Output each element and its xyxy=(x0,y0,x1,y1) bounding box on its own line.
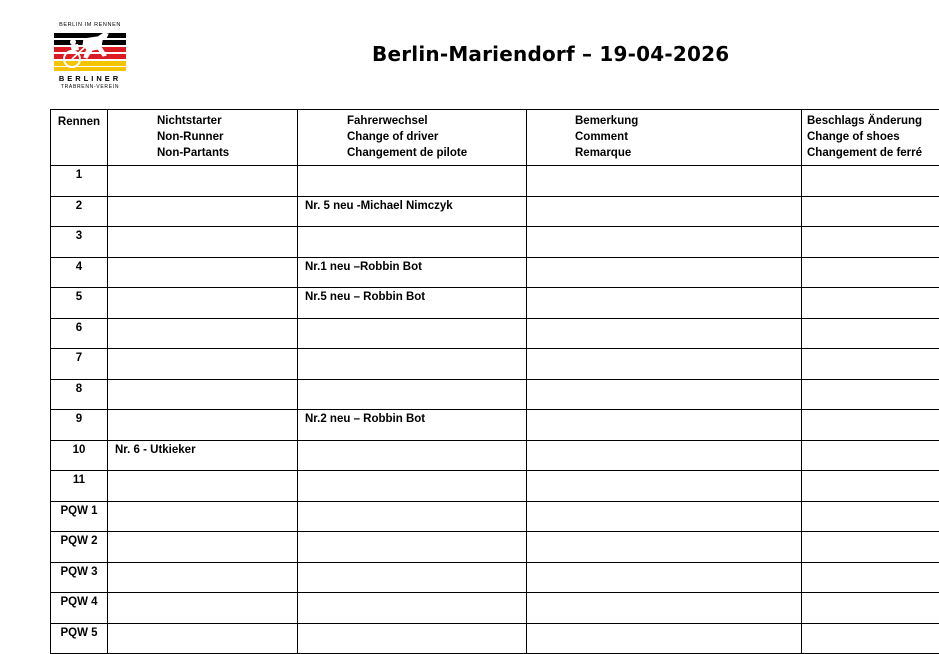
page-title: Berlin-Mariendorf – 19-04-2026 xyxy=(372,42,729,66)
shoe-change-cell xyxy=(802,349,939,380)
driver-change-cell xyxy=(298,166,527,197)
table-row xyxy=(51,318,939,349)
table-row xyxy=(51,257,939,288)
table-row xyxy=(51,532,939,563)
table-row xyxy=(51,410,939,441)
nonstarter-cell xyxy=(108,257,298,288)
shoe-change-cell xyxy=(802,440,939,471)
shoe-change-cell xyxy=(802,318,939,349)
header-comment: Bemerkung Comment Remarque xyxy=(527,110,802,166)
nonstarter-cell xyxy=(108,349,298,380)
nonstarter-cell xyxy=(108,379,298,410)
race-number: 8 xyxy=(51,379,108,410)
changes-table xyxy=(50,109,939,654)
comment-cell xyxy=(527,349,802,380)
shoe-change-cell xyxy=(802,410,939,441)
table-row xyxy=(51,623,939,654)
driver-change-cell xyxy=(298,440,527,471)
shoe-change-cell xyxy=(802,501,939,532)
logo-subtitle: TRABRENN-VEREIN xyxy=(54,84,126,90)
trabrenn-verein-logo xyxy=(54,22,126,96)
comment-cell xyxy=(527,227,802,258)
race-number: PQW 1 xyxy=(51,501,108,532)
comment-cell xyxy=(527,471,802,502)
logo-top-text: BERLIN IM RENNEN xyxy=(54,22,126,28)
table-row xyxy=(51,227,939,258)
nonstarter-cell xyxy=(108,196,298,227)
nonstarter-cell xyxy=(108,501,298,532)
shoe-change-cell xyxy=(802,288,939,319)
driver-change-cell xyxy=(298,471,527,502)
table-row xyxy=(51,288,939,319)
nonstarter-cell xyxy=(108,471,298,502)
nonstarter-cell xyxy=(108,532,298,563)
race-number: 5 xyxy=(51,288,108,319)
nonstarter-cell: Nr. 6 - Utkieker xyxy=(108,440,298,471)
driver-change-cell xyxy=(298,349,527,380)
race-number: 3 xyxy=(51,227,108,258)
shoe-change-cell xyxy=(802,196,939,227)
race-number: 4 xyxy=(51,257,108,288)
driver-change-cell xyxy=(298,501,527,532)
comment-cell xyxy=(527,593,802,624)
comment-cell xyxy=(527,410,802,441)
driver-change-cell xyxy=(298,318,527,349)
nonstarter-cell xyxy=(108,227,298,258)
driver-change-cell xyxy=(298,623,527,654)
table-header-row xyxy=(51,110,939,166)
nonstarter-cell xyxy=(108,288,298,319)
driver-change-cell xyxy=(298,593,527,624)
header-race: Rennen xyxy=(51,110,108,166)
table-row xyxy=(51,471,939,502)
trotting-horse-icon xyxy=(54,31,126,71)
table-row xyxy=(51,593,939,624)
driver-change-cell: Nr. 5 neu -Michael Nimczyk xyxy=(298,196,527,227)
comment-cell xyxy=(527,501,802,532)
race-number: PQW 5 xyxy=(51,623,108,654)
driver-change-cell: Nr.1 neu –Robbin Bot xyxy=(298,257,527,288)
comment-cell xyxy=(527,257,802,288)
race-number: 7 xyxy=(51,349,108,380)
driver-change-cell xyxy=(298,562,527,593)
logo-name: BERLINER xyxy=(54,74,126,83)
shoe-change-cell xyxy=(802,471,939,502)
race-number: PQW 3 xyxy=(51,562,108,593)
nonstarter-cell xyxy=(108,410,298,441)
comment-cell xyxy=(527,440,802,471)
race-number: 10 xyxy=(51,440,108,471)
comment-cell xyxy=(527,532,802,563)
header-nonstarter: Nichtstarter Non-Runner Non-Partants xyxy=(108,110,298,166)
shoe-change-cell xyxy=(802,227,939,258)
driver-change-cell xyxy=(298,532,527,563)
comment-cell xyxy=(527,196,802,227)
table-row xyxy=(51,349,939,380)
driver-change-cell: Nr.5 neu – Robbin Bot xyxy=(298,288,527,319)
shoe-change-cell xyxy=(802,379,939,410)
table-row xyxy=(51,166,939,197)
nonstarter-cell xyxy=(108,593,298,624)
header-shoe-change: Beschlags Änderung Change of shoes Changement de ferré xyxy=(802,110,939,166)
race-number: 11 xyxy=(51,471,108,502)
table-row xyxy=(51,562,939,593)
table-row xyxy=(51,379,939,410)
race-number: 2 xyxy=(51,196,108,227)
table-row xyxy=(51,196,939,227)
nonstarter-cell xyxy=(108,166,298,197)
nonstarter-cell xyxy=(108,623,298,654)
race-number: 6 xyxy=(51,318,108,349)
header-driver-change: Fahrerwechsel Change of driver Changement de pilote xyxy=(298,110,527,166)
comment-cell xyxy=(527,166,802,197)
table-row xyxy=(51,440,939,471)
race-number: 1 xyxy=(51,166,108,197)
comment-cell xyxy=(527,318,802,349)
race-number: PQW 4 xyxy=(51,593,108,624)
shoe-change-cell xyxy=(802,532,939,563)
nonstarter-cell xyxy=(108,318,298,349)
shoe-change-cell xyxy=(802,623,939,654)
driver-change-cell: Nr.2 neu – Robbin Bot xyxy=(298,410,527,441)
driver-change-cell xyxy=(298,227,527,258)
comment-cell xyxy=(527,288,802,319)
race-number: 9 xyxy=(51,410,108,441)
comment-cell xyxy=(527,623,802,654)
nonstarter-cell xyxy=(108,562,298,593)
shoe-change-cell xyxy=(802,166,939,197)
table-row xyxy=(51,501,939,532)
shoe-change-cell xyxy=(802,562,939,593)
shoe-change-cell xyxy=(802,593,939,624)
comment-cell xyxy=(527,379,802,410)
comment-cell xyxy=(527,562,802,593)
race-number: PQW 2 xyxy=(51,532,108,563)
driver-change-cell xyxy=(298,379,527,410)
shoe-change-cell xyxy=(802,257,939,288)
